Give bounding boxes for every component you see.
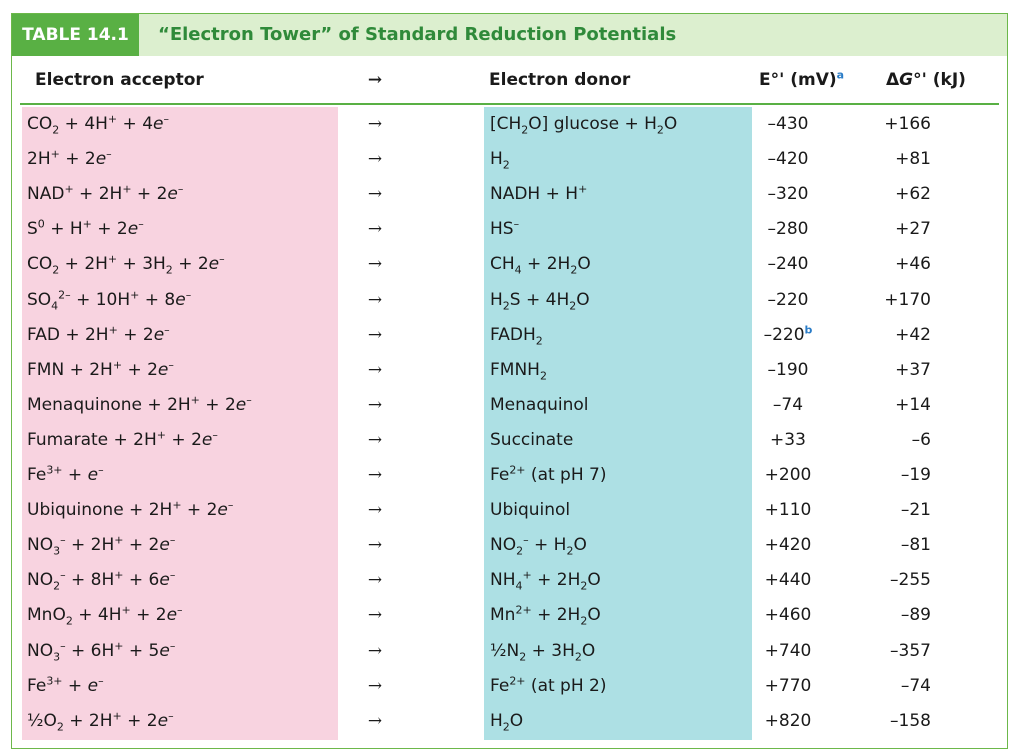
- acceptor-cell: NAD+ + 2H+ + 2e–: [27, 182, 184, 205]
- dg0-cell: +14: [895, 394, 931, 415]
- donor-cell: Ubiquinol: [490, 500, 571, 521]
- table-row: [0, 704, 1011, 739]
- arrow-cell: →: [367, 114, 383, 134]
- e0-cell: –74: [772, 394, 804, 415]
- e0-cell: –430: [767, 114, 809, 134]
- header-e0: E°' (mV)$^a$: [759, 68, 845, 90]
- header-donor: Electron donor: [489, 70, 631, 90]
- table-row: [0, 107, 1011, 142]
- dg0-cell: –158: [890, 710, 931, 731]
- table-row: [0, 142, 1011, 177]
- acceptor-cell: Menaquinone + 2H+ + 2e–: [27, 393, 252, 415]
- arrow-cell: →: [367, 289, 383, 310]
- arrow-cell: →: [367, 394, 383, 415]
- table-title: “Electron Tower” of Standard Reduction Potentials: [158, 24, 677, 45]
- donor-cell: $H_2O$: [490, 710, 524, 734]
- dg0-cell: +42: [895, 324, 931, 345]
- acceptor-cell: $NO_2^- + 8H^+ + 6e^-$: [27, 568, 176, 593]
- acceptor-cell: $S^0 + H^+ + 2e^-$: [27, 217, 144, 240]
- acceptor-cell: $Fe^{3+} + e^-$: [27, 463, 104, 485]
- e0-cell: +440: [764, 570, 812, 591]
- table-row: [0, 247, 1011, 282]
- table-row: [0, 563, 1011, 598]
- donor-cell: $FADH_2$: [490, 324, 543, 347]
- e0-cell: +820: [764, 710, 812, 731]
- donor-cell: $[CH_2O] glucose + H_2O$: [490, 114, 678, 137]
- donor-cell: $H_2S + 4H_2O$: [490, 289, 590, 312]
- acceptor-cell: $Fe^{3+} + e^-$: [27, 673, 104, 696]
- dg0-cell: –74: [900, 675, 931, 696]
- donor-cell: HS–: [490, 217, 520, 240]
- e0-cell: –190: [767, 359, 809, 380]
- arrow-cell: →: [367, 710, 383, 731]
- acceptor-cell: MnO$_2$ + 4H+ + 2e–: [27, 603, 183, 628]
- arrow-cell: →: [367, 149, 383, 170]
- dg0-cell: +170: [884, 289, 931, 310]
- table-row: [0, 458, 1011, 493]
- arrow-cell: →: [367, 570, 383, 591]
- arrow-cell: →: [367, 429, 383, 450]
- arrow-cell: →: [367, 254, 383, 275]
- arrow-cell: →: [367, 219, 383, 240]
- acceptor-cell: 2H+ + 2e–: [27, 147, 112, 170]
- dg0-cell: –6: [911, 429, 931, 450]
- acceptor-cell: $\frac{1}{2}O_2 + 2H^+ + 2e^-$: [27, 709, 174, 734]
- donor-cell: $Fe^{2+}$ (at pH 2): [490, 673, 607, 696]
- e0-cell: –320: [767, 184, 809, 205]
- dg0-cell: –19: [900, 465, 931, 485]
- header-arrow: →: [367, 70, 383, 90]
- dg0-cell: +46: [895, 254, 931, 275]
- acceptor-cell: FAD + 2H+ + 2e–: [27, 322, 170, 345]
- arrow-cell: →: [367, 324, 383, 345]
- table-row: [0, 212, 1011, 247]
- arrow-cell: →: [367, 500, 383, 521]
- dg0-cell: –81: [900, 535, 931, 556]
- acceptor-cell: $NO_3^- + 6H^+ + 5e^-$: [27, 638, 176, 663]
- donor-cell: Succinate: [490, 429, 574, 450]
- acceptor-cell: $CO_2 + 2H^+ + 3H_2 + 2e^-$: [27, 252, 225, 277]
- donor-cell: $CH_4 + 2H_2O$: [490, 254, 591, 277]
- e0-cell: –280: [767, 219, 809, 240]
- donor-cell: $NO_2^- + H_2O$: [490, 533, 587, 558]
- arrow-cell: →: [367, 640, 383, 661]
- donor-cell: $\frac{1}{2}N_2 + 3H_2O$: [490, 640, 596, 663]
- donor-cell: NADH + H+: [490, 182, 588, 205]
- arrow-cell: →: [367, 675, 383, 696]
- table-row: [0, 493, 1011, 528]
- table-row: [0, 388, 1011, 423]
- table-number: TABLE 14.1: [12, 14, 139, 56]
- e0-cell: –420: [767, 149, 809, 170]
- table-row: [0, 528, 1011, 563]
- header-rule: [20, 103, 999, 105]
- acceptor-cell: $NO_3^- + 2H^+ + 2e^-$: [27, 533, 176, 558]
- donor-cell: Menaquinol: [490, 394, 589, 415]
- donor-cell: $Mn^{2+} + 2H_2O$: [490, 603, 601, 628]
- dg0-cell: +166: [884, 114, 931, 134]
- arrow-cell: →: [367, 184, 383, 205]
- dg0-cell: +37: [895, 359, 931, 380]
- donor-cell: $H_2$: [490, 149, 510, 172]
- e0-cell: –240: [767, 254, 809, 275]
- dg0-cell: +62: [895, 184, 931, 205]
- dg0-cell: –21: [900, 500, 931, 521]
- donor-cell: $FMNH_2$: [490, 359, 547, 383]
- dg0-cell: +27: [895, 219, 931, 240]
- e0-cell: +200: [764, 465, 812, 485]
- dg0-cell: +81: [895, 149, 931, 170]
- donor-cell: $Fe^{2+}$ (at pH 7): [490, 463, 607, 485]
- e0-cell: +770: [764, 675, 812, 696]
- table-row: [0, 177, 1011, 212]
- e0-cell: +420: [764, 535, 812, 556]
- header-acceptor: Electron acceptor: [35, 70, 204, 90]
- acceptor-cell: $SO_4^{2-} + 10H^+ + 8e^-$: [27, 287, 192, 312]
- dg0-cell: –89: [900, 605, 931, 626]
- dg0-cell: –255: [890, 570, 931, 591]
- e0-cell: +740: [764, 640, 812, 661]
- arrow-cell: →: [367, 605, 383, 626]
- table-row: [0, 634, 1011, 669]
- e0-cell: +33: [770, 429, 806, 450]
- table-row: [0, 353, 1011, 388]
- table-row: [0, 598, 1011, 633]
- e0-cell: –220$^b$: [763, 322, 813, 345]
- acceptor-cell: Fumarate + 2H+ + 2e–: [27, 428, 218, 450]
- arrow-cell: →: [367, 359, 383, 380]
- table-row: [0, 423, 1011, 458]
- header-dg0: ΔG°' (kJ): [886, 70, 966, 90]
- table-row: [0, 283, 1011, 318]
- donor-cell: $NH_4^+ + 2H_2O$: [490, 568, 601, 593]
- e0-cell: +110: [764, 500, 812, 521]
- acceptor-cell: FMN + 2H+ + 2e–: [27, 358, 174, 380]
- e0-cell: +460: [764, 605, 812, 626]
- table-row: [0, 669, 1011, 704]
- e0-cell: –220: [767, 289, 809, 310]
- dg0-cell: –357: [890, 640, 931, 661]
- acceptor-cell: Ubiquinone + 2H+ + 2e–: [27, 498, 234, 521]
- table-row: [0, 318, 1011, 353]
- arrow-cell: →: [367, 535, 383, 556]
- arrow-cell: →: [367, 465, 383, 485]
- acceptor-cell: $CO_2 + 4H^+ + 4e^-$: [27, 112, 169, 137]
